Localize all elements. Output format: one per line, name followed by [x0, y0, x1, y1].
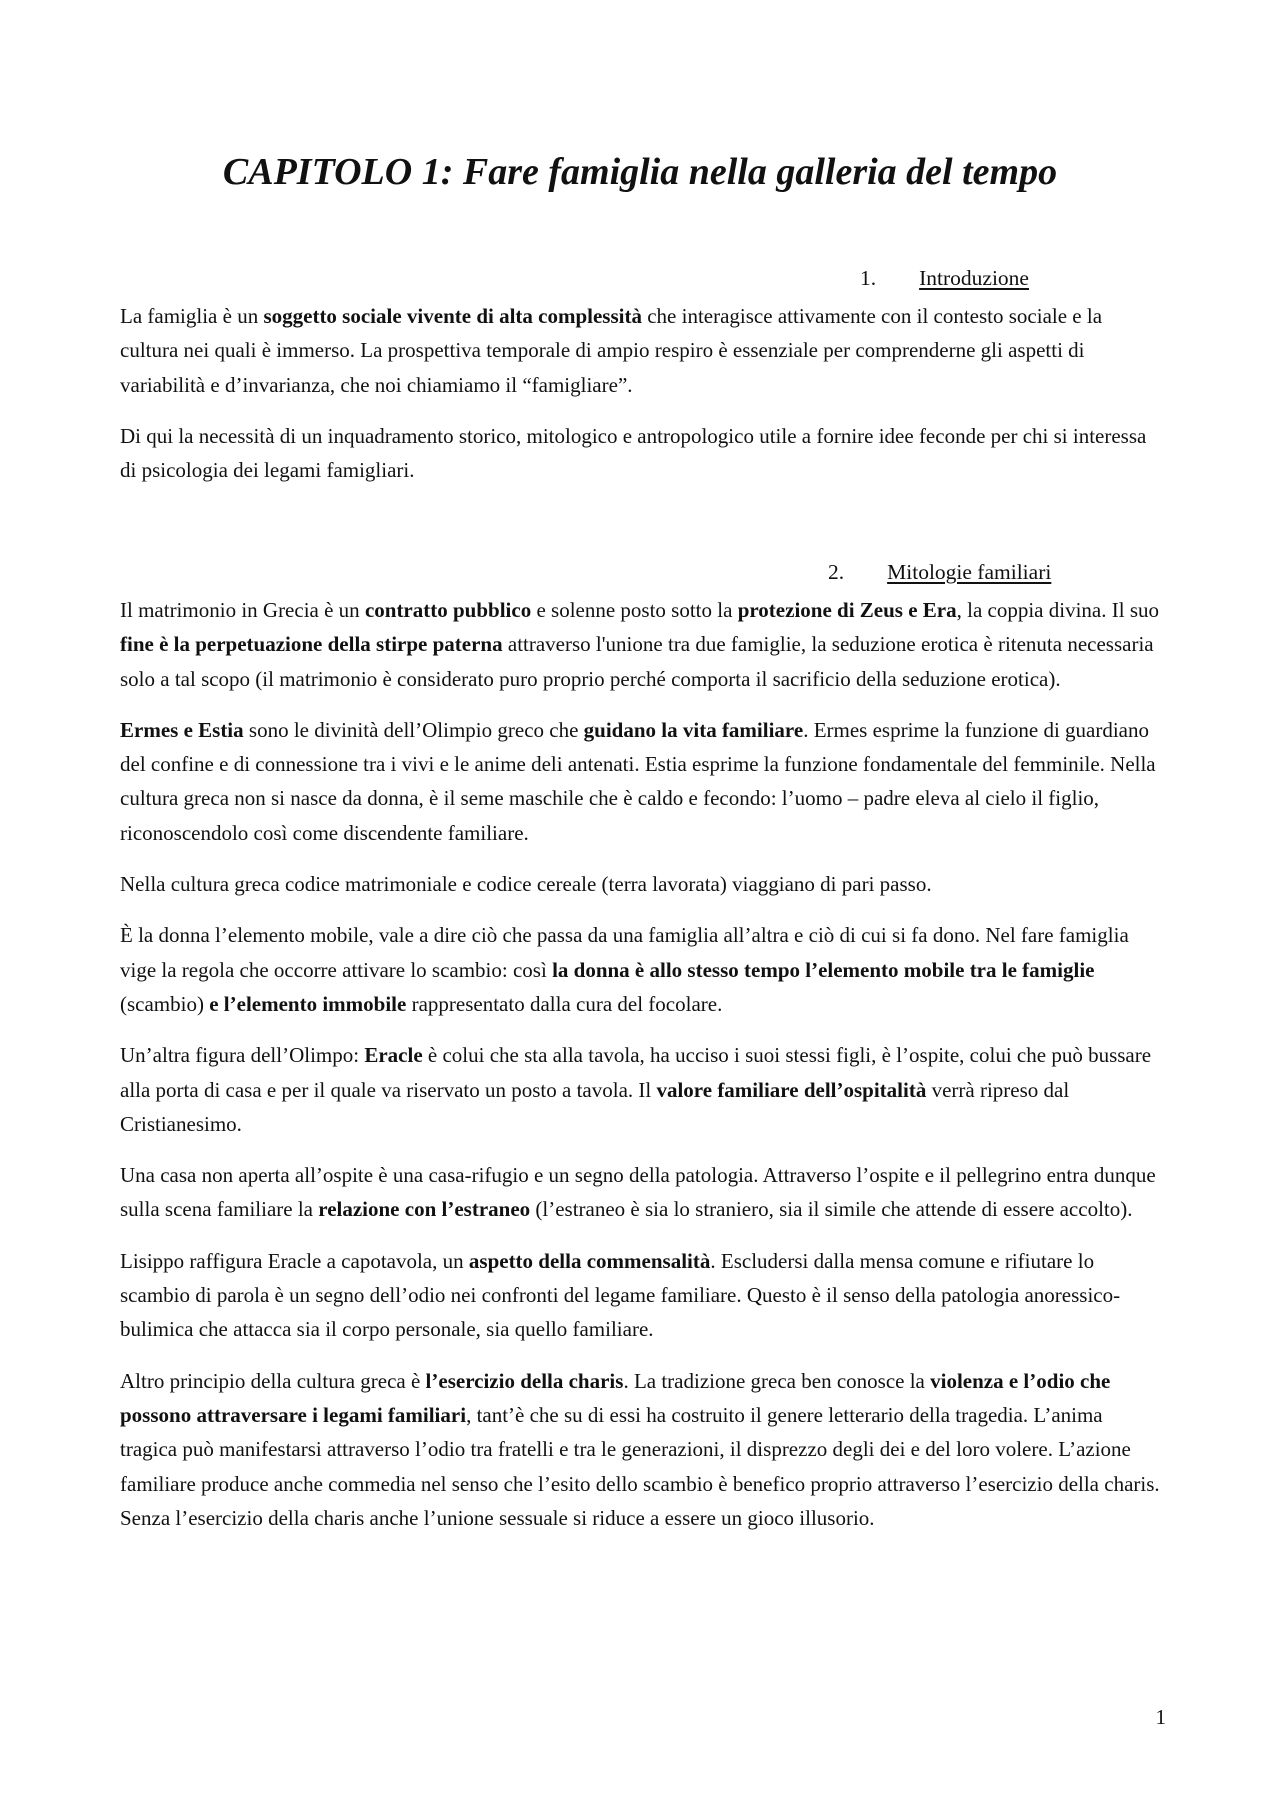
text-run: Nella cultura greca codice matrimoniale e codice cereale (terra lavorata) viaggiano di pari passo. [120, 872, 932, 897]
paragraph [120, 299, 1162, 402]
text-run: , la coppia divina. Il suo [956, 598, 1159, 622]
bold-text: fine è la perpetuazione della stirpe paterna [120, 632, 503, 657]
text-run: Un’altra figura dell’Olimpo: [120, 1043, 365, 1068]
text-run: (l’estraneo è sia lo straniero, sia il simile che attende di essere accolto). [530, 1197, 1133, 1222]
text-run: attraverso l'unione tra due famiglie, la seduzione erotica è ritenuta necessaria solo a tal scopo (il matrimonio è considerato puro proprio perché comporta il sacrificio della seduzione erotica). [120, 632, 1154, 691]
bold-text: guidano la vita familiare [583, 717, 804, 742]
bold-text: Ermes e Estia [120, 717, 244, 742]
paragraph [120, 867, 1162, 901]
section-number: 2. [828, 560, 845, 584]
text-run: La famiglia è un [120, 304, 264, 328]
text-run: Una casa non aperta all’ospite è una casa-rifugio e un segno della patologia. Attraverso l’ospite e il pellegrino entra dunque sulla scena familiare la [120, 1163, 1156, 1222]
text-run: Di qui la necessità di un inquadramento storico, mitologico e antropologico utile a fornire idee feconde per chi si interessa di psicologia dei legami famigliari. [120, 423, 1147, 483]
section-body-mitologie-familiari [120, 593, 1162, 1552]
chapter-title: CAPITOLO 1: Fare famiglia nella galleria del tempo [222, 151, 1058, 193]
text-run: Il matrimonio in Grecia è un [120, 598, 365, 622]
paragraph [120, 1364, 1162, 1535]
bold-text: aspetto della commensalità [468, 1248, 711, 1273]
section-heading-introduzione [860, 264, 1029, 292]
bold-text: relazione con l’estraneo [318, 1197, 531, 1222]
text-run: e solenne posto sotto la [531, 598, 738, 622]
bold-text: violenza e l’odio che possono attraversare i legami familiari [120, 1368, 1111, 1427]
bold-text: protezione di Zeus e Era [737, 598, 957, 622]
text-run: rappresentato dalla cura del focolare. [406, 991, 723, 1016]
section-title: Mitologie familiari [887, 560, 1052, 584]
bold-text: valore familiare dell’ospitalità [656, 1077, 927, 1102]
bold-text: Eracle [364, 1043, 423, 1068]
paragraph [120, 1038, 1162, 1141]
text-run: sono le divinità dell’Olimpio greco che [243, 717, 584, 742]
section-title: Introduzione [919, 266, 1029, 290]
text-run: è colui che sta alla tavola, ha ucciso i suoi stessi figli, è l’ospite, colui che può bussare alla porta di casa e per il quale va riservato un posto a tavola. Il [120, 1043, 1152, 1102]
bold-text: la donna è allo stesso tempo l’elemento mobile tra le famiglie [552, 957, 1095, 982]
paragraph [120, 1244, 1162, 1347]
page-number: 1 [1155, 1705, 1166, 1729]
text-run: verrà ripreso dal Cristianesimo. [120, 1077, 1070, 1136]
text-run: . La tradizione greca ben conosce la [623, 1368, 931, 1393]
paragraph [120, 419, 1162, 488]
text-run: , tant’è che su di essi ha costruito il genere letterario della tragedia. L’anima tragica può manifestarsi attraverso l’odio tra fratelli e tra le generazioni, il disprezzo degli dei e del loro volere. L’azione familiare produce anche commedia nel senso che l’esito dello scambio è benefico proprio attraverso l’esercizio della charis. Senza l’esercizio della charis anche l’unione sessuale si riduce a essere un gioco illusorio. [120, 1402, 1160, 1530]
bold-text: l’esercizio della charis [425, 1368, 624, 1393]
text-run: . Ermes esprime la funzione di guardiano del confine e di connessione tra i vivi e le anime deli antenati. Estia esprime la funzione fondamentale del femminile. Nella cultura greca non si nasce da donna, è il seme maschile che è caldo e fecondo: l’uomo – padre eleva al cielo il figlio, riconoscendolo così come discendente familiare. [120, 717, 1156, 845]
paragraph [120, 1158, 1162, 1227]
paragraph [120, 918, 1162, 1021]
section-number: 1. [860, 266, 877, 290]
text-run: Lisippo raffigura Eracle a capotavola, un [120, 1248, 469, 1273]
paragraph [120, 713, 1162, 850]
paragraph [120, 593, 1162, 696]
text-run: (scambio) [120, 991, 210, 1016]
bold-text: contratto pubblico [364, 598, 532, 622]
section-heading-mitologie-familiari [828, 558, 1051, 586]
section-body-introduzione [120, 299, 1162, 504]
text-run: Altro principio della cultura greca è [120, 1368, 426, 1393]
bold-text: e l’elemento immobile [209, 991, 407, 1016]
bold-text: soggetto sociale vivente di alta complessità [263, 304, 642, 328]
text-run: che interagisce attivamente con il contesto sociale e la cultura nei quali è immerso. La prospettiva temporale di ampio respiro è essenziale per comprenderne gli aspetti di variabilità e d’invarianza, che noi chiamiamo il “famigliare”. [120, 304, 1103, 397]
text-run: . Escludersi dalla mensa comune e rifiutare lo scambio di parola è un segno dell’odio nei confronti del legame familiare. Questo è il senso della patologia anoressico-bulimica che attacca sia il corpo personale, sia quello familiare. [120, 1248, 1121, 1342]
text-run: È la donna l’elemento mobile, vale a dire ciò che passa da una famiglia all’altra e ciò di cui si fa dono. Nel fare famiglia vige la regola che occorre attivare lo scambio: così [120, 923, 1129, 982]
